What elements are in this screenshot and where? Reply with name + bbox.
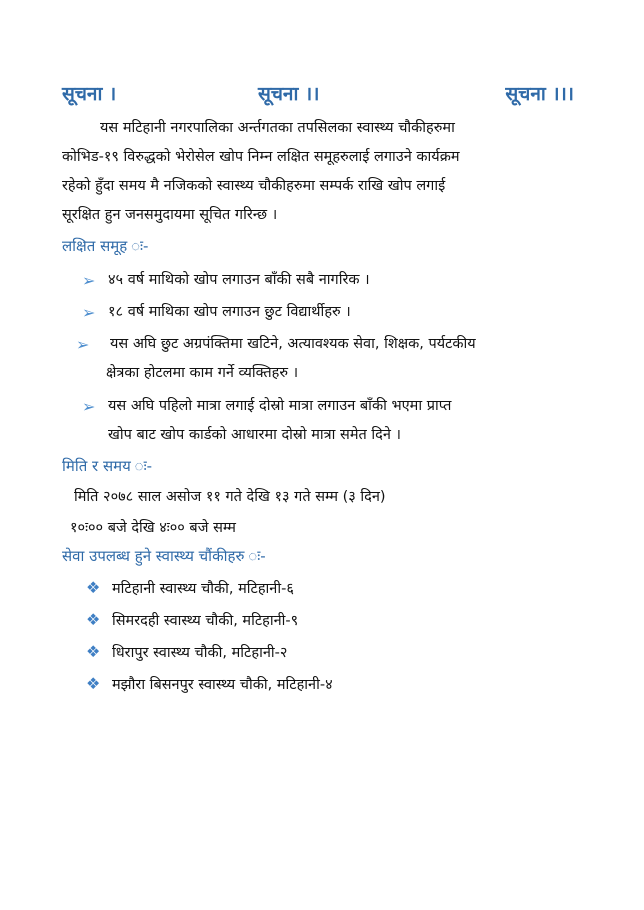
health-post-item bbox=[86, 610, 298, 630]
target-group-text: यस अघि पहिलो मात्रा लगाई दोस्रो मात्रा लगाउन बाँकी भएमा प्राप्त bbox=[108, 398, 452, 414]
target-group-text: १८ वर्ष माथिका खोप लगाउन छुट विद्यार्थीहरु । bbox=[108, 304, 351, 320]
arrow-bullet-icon: ➢ bbox=[76, 335, 90, 354]
target-group-text: यस अघि छुट अग्रपंक्तिमा खटिने, अत्यावश्यक सेवा, शिक्षक, पर्यटकीय bbox=[110, 336, 476, 352]
target-group-item bbox=[76, 330, 576, 388]
health-post-name: सिमरदही स्वास्थ्य चौकी, मटिहानी-९ bbox=[112, 613, 299, 629]
target-group-text: ४५ वर्ष माथिको खोप लगाउन बाँकी सबै नागरिक । bbox=[108, 272, 370, 288]
time-line: १०ः०० बजे देखि ४ः०० बजे सम्म bbox=[70, 520, 236, 536]
arrow-bullet-icon: ➢ bbox=[82, 397, 96, 416]
target-group-text-continued: क्षेत्रका होटलमा काम गर्ने व्यक्तिहरु । bbox=[106, 365, 299, 381]
intro-line: यस मटिहानी नगरपालिका अर्न्तगतका तपसिलका स्वास्थ्य चौकीहरुमा bbox=[100, 120, 455, 136]
date-time-heading: मिति र समय ः- bbox=[62, 457, 153, 475]
intro-line: कोभिड-१९ विरुद्धको भेरोसेल खोप निम्न लक्षित समूहरुलाई लगाउने कार्यक्रम bbox=[62, 149, 460, 165]
health-post-name: धिरापुर स्वास्थ्य चौकी, मटिहानी-२ bbox=[112, 645, 288, 661]
notice-title-2: सूचना ।। bbox=[258, 83, 320, 105]
intro-paragraph bbox=[62, 114, 578, 230]
diamond-bullet-icon: ❖ bbox=[86, 578, 101, 597]
target-groups-heading: लक्षित समूह ः- bbox=[62, 237, 149, 255]
diamond-bullet-icon: ❖ bbox=[86, 610, 101, 629]
arrow-bullet-icon: ➢ bbox=[82, 271, 96, 290]
diamond-bullet-icon: ❖ bbox=[86, 674, 101, 693]
notice-title-row bbox=[62, 80, 574, 108]
target-group-item bbox=[82, 266, 582, 295]
target-group-item bbox=[82, 298, 582, 327]
health-post-item bbox=[86, 578, 294, 598]
health-post-item bbox=[86, 674, 333, 694]
intro-line: सूरक्षित हुन जनसमुदायमा सूचित गरिन्छ । bbox=[62, 207, 278, 223]
notice-title-1: सूचना । bbox=[62, 83, 117, 105]
health-posts-heading: सेवा उपलब्ध हुने स्वास्थ्य चौंकीहरु ः- bbox=[62, 547, 266, 565]
date-line: मिति २०७८ साल असोज ११ गते देखि १३ गते सम्म (३ दिन) bbox=[74, 489, 386, 505]
health-post-name: मझौरा बिसनपुर स्वास्थ्य चौकी, मटिहानी-४ bbox=[112, 677, 333, 693]
target-group-item bbox=[82, 392, 582, 450]
arrow-bullet-icon: ➢ bbox=[82, 303, 96, 322]
health-post-name: मटिहानी स्वास्थ्य चौकी, मटिहानी-६ bbox=[112, 581, 294, 597]
notice-title-3: सूचना ।।। bbox=[505, 83, 574, 105]
target-group-text-continued: खोप बाट खोप कार्डको आधारमा दोस्रो मात्रा समेत दिने । bbox=[108, 427, 401, 443]
health-post-item bbox=[86, 642, 287, 662]
diamond-bullet-icon: ❖ bbox=[86, 642, 101, 661]
intro-line: रहेको हुँदा समय मै नजिकको स्वास्थ्य चौकीहरुमा सम्पर्क राखि खोप लगाई bbox=[62, 178, 446, 194]
